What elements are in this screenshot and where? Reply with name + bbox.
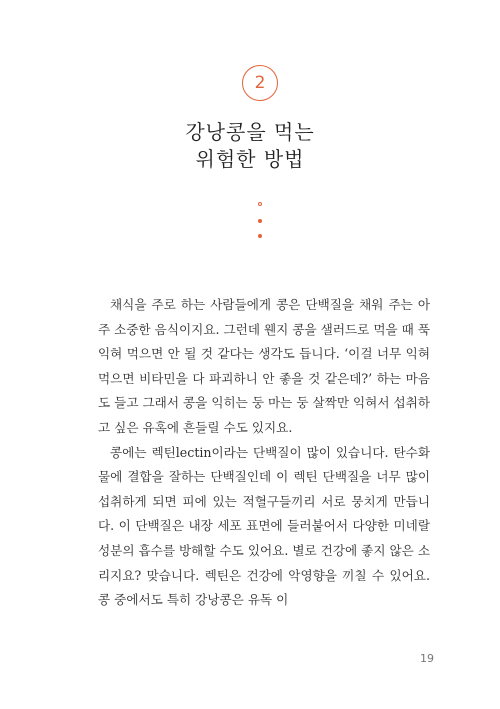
ornament-dot bbox=[258, 219, 262, 223]
chapter-number: 2 bbox=[254, 72, 266, 93]
chapter-number-badge bbox=[242, 65, 278, 101]
ornament-hollow-dot bbox=[258, 202, 262, 206]
ornament-dot bbox=[258, 234, 262, 238]
chapter-title-line-1: 강낭콩을 먹는 bbox=[185, 120, 315, 144]
page-number: 19 bbox=[420, 652, 434, 665]
body-text bbox=[98, 293, 430, 613]
chapter-title-line-2: 위험한 방법 bbox=[195, 147, 305, 171]
paragraph: 채식을 주로 하는 사람들에게 콩은 단백질을 채워 주는 아주 소중한 음식이지요. 그런데 웬지 콩을 샐러드로 먹을 때 푹 익혀 먹으면 안 될 것 같다는 생각도 듭니다. ‘이걸 너무 익혀 먹으면 비타민을 다 파괴하니 안 좋을 것 같은데?’ 하는 마음도 들고 그래서 콩을 익히는 둥 마는 둥 살짝만 익혀서 섭취하고 싶은 유혹에 흔들릴 수도 있지요. bbox=[98, 297, 431, 435]
paragraph: 콩에는 렉틴lectin이라는 단백질이 많이 있습니다. 탄수화물에 결합을 잘하는 단백질인데 이 렉틴 단백질을 너무 많이 섭취하게 되면 피에 있는 적혈구들끼리 서로 뭉치게 만듭니다. 이 단백질은 내장 세포 표면에 들러붙어서 다양한 미네랄 성분의 흡수를 방해할 수도 있어요. 별로 건강에 좋지 않은 소리지요? 맞습니다. 렉틴은 건강에 악영향을 끼칠 수 있어요. 콩 중에서도 특히 강낭콩은 유독 이 bbox=[98, 444, 431, 608]
